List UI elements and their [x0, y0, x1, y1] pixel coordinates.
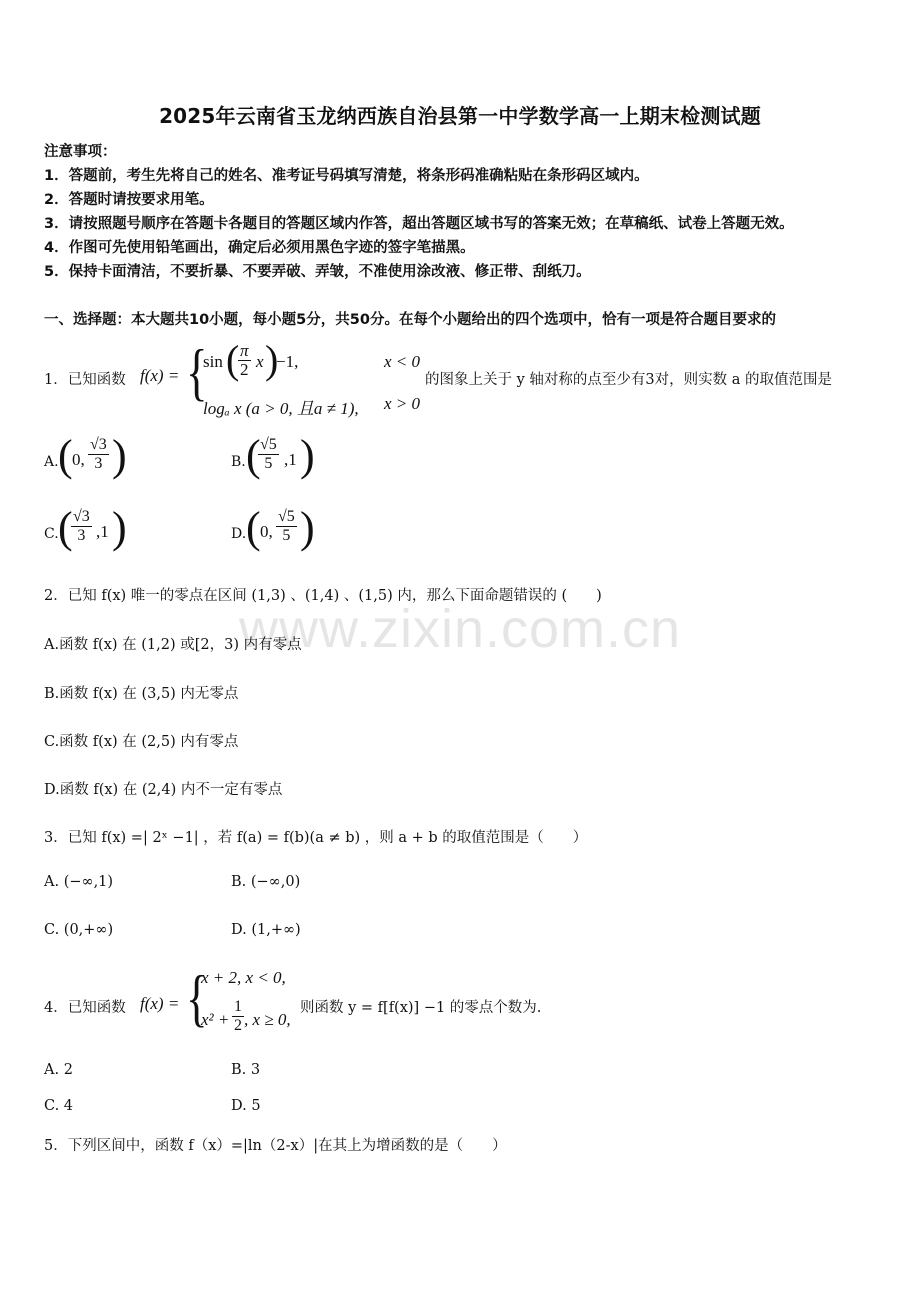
q1-option-c-num: √3 — [73, 508, 90, 525]
q1-case1-den: 2 — [240, 360, 249, 379]
page-title: 2025年云南省玉龙纳西族自治县第一中学数学高一上期末检测试题 — [159, 104, 761, 128]
q1-option-d-den: 5 — [282, 527, 291, 544]
q1-option-d-label[interactable]: D. — [231, 526, 247, 542]
q3-option-d[interactable]: D. (1,+∞) — [231, 922, 301, 938]
q1-option-a-num: √3 — [90, 436, 107, 453]
notice-item-4: 4．作图可先使用铅笔画出，确定后必须用黑色字迹的签字笔描黑。 — [44, 240, 475, 256]
q4-brace: { — [186, 962, 208, 1033]
q1-option-a-label[interactable]: A. — [44, 454, 59, 470]
q1-option-b-lparen: ( — [246, 431, 261, 480]
q4-option-c[interactable]: C. 4 — [44, 1098, 74, 1114]
q1-option-a-den: 3 — [94, 455, 103, 472]
q1-prefix: 1．已知函数 — [44, 372, 126, 388]
q4-option-b[interactable]: B. 3 — [231, 1062, 261, 1078]
q1-case2: logₐ x (a > 0, 且a ≠ 1), — [203, 399, 359, 418]
q1-option-c-rparen: ) — [112, 503, 127, 552]
q4-case2-b: , x ≥ 0, — [244, 1010, 291, 1029]
q1-case1-sin: sin — [203, 352, 223, 371]
q4-option-d[interactable]: D. 5 — [231, 1098, 261, 1114]
q3-option-b[interactable]: B. (−∞,0) — [231, 874, 301, 890]
q4-case2-num: 1 — [234, 998, 242, 1015]
q1-option-a-left: 0, — [72, 450, 85, 469]
notice-header: 注意事项： — [44, 144, 117, 160]
q1-case1-num: π — [240, 341, 249, 360]
q5-stem: 5．下列区间中，函数 f（x）=|ln（2-x）|在其上为增函数的是（ ） — [44, 1138, 507, 1154]
notice-item-3: 3．请按照题号顺序在答题卡各题目的答题区域内作答，超出答题区域书写的答案无效；在草稿纸、试卷上答题无效。 — [44, 216, 794, 232]
q1-option-a-lparen: ( — [58, 431, 73, 480]
q1-option-b-num: √5 — [260, 436, 277, 453]
q1-fx: f(x) = — [140, 366, 180, 385]
q3-option-a[interactable]: A. (−∞,1) — [44, 874, 114, 890]
q1-option-b-den: 5 — [264, 455, 273, 472]
q1-case1-lparen: ( — [226, 337, 240, 382]
q1-option-c-den: 3 — [77, 527, 86, 544]
q2-option-c[interactable]: C.函数 f(x) 在 (2,5) 内有零点 — [44, 734, 239, 750]
q3-option-c[interactable]: C. (0,+∞) — [44, 922, 114, 938]
q4-option-a[interactable]: A. 2 — [44, 1062, 73, 1078]
q1-option-d-lparen: ( — [246, 503, 261, 552]
notice-item-2: 2．答题时请按要求用笔。 — [44, 192, 214, 208]
q1-case1-x: x — [256, 352, 264, 371]
q1-brace: { — [186, 336, 208, 407]
q4-suffix: 则函数 y = f[f(x)] −1 的零点个数为. — [300, 1000, 542, 1016]
q1-option-c-lparen: ( — [58, 503, 73, 552]
q1-option-b-label[interactable]: B. — [231, 454, 246, 470]
q1-option-c-right: ,1 — [96, 522, 109, 541]
q1-option-d-rparen: ) — [300, 503, 315, 552]
q3-stem: 3．已知 f(x) =| 2ˣ −1| ，若 f(a) = f(b)(a ≠ b) ，则 a + b 的取值范围是（ ） — [44, 830, 588, 846]
q1-option-a-rparen: ) — [112, 431, 127, 480]
q1-case2-cond: x > 0 — [384, 394, 421, 413]
q4-fx: f(x) = — [140, 994, 180, 1013]
q1-case1-rparen: ) — [265, 337, 279, 382]
notice-item-1: 1．答题前，考生先将自己的姓名、准考证号码填写清楚，将条形码准确粘贴在条形码区域内。 — [44, 168, 649, 184]
q1-option-b-right: ,1 — [284, 450, 297, 469]
q2-option-a[interactable]: A.函数 f(x) 在 (1,2) 或[2，3) 内有零点 — [44, 637, 302, 653]
q1-case1-cond: x < 0 — [384, 352, 421, 371]
q4-case1: x + 2, x < 0, — [201, 968, 286, 987]
q2-option-b[interactable]: B.函数 f(x) 在 (3,5) 内无零点 — [44, 686, 239, 702]
q1-suffix: 的图象上关于 y 轴对称的点至少有3对，则实数 a 的取值范围是 — [425, 372, 832, 388]
q1-option-c-label[interactable]: C. — [44, 526, 59, 542]
q1-option-b-rparen: ) — [300, 431, 315, 480]
watermark: www.zixin.com.cn — [238, 599, 682, 659]
q1-case1-tail: −1, — [276, 352, 299, 371]
q2-stem: 2．已知 f(x) 唯一的零点在区间 (1,3) 、(1,4) 、(1,5) 内，那么下面命题错误的 ( ) — [44, 588, 602, 604]
q1-case1-frac — [238, 342, 251, 379]
section-heading: 一、选择题：本大题共10小题，每小题5分，共50分。在每个小题给出的四个选项中，恰有一项是符合题目要求的 — [44, 312, 776, 328]
q1-option-d-num: √5 — [278, 508, 295, 525]
q4-case2-den: 2 — [234, 1017, 242, 1034]
notice-item-5: 5．保持卡面清洁，不要折暴、不要弄破、弄皱，不准使用涂改液、修正带、刮纸刀。 — [44, 264, 591, 280]
q4-case2-a: x² + — [201, 1010, 230, 1029]
q2-option-d[interactable]: D.函数 f(x) 在 (2,4) 内不一定有零点 — [44, 782, 283, 798]
q4-prefix: 4．已知函数 — [44, 1000, 126, 1016]
q1-option-d-left: 0, — [260, 522, 273, 541]
